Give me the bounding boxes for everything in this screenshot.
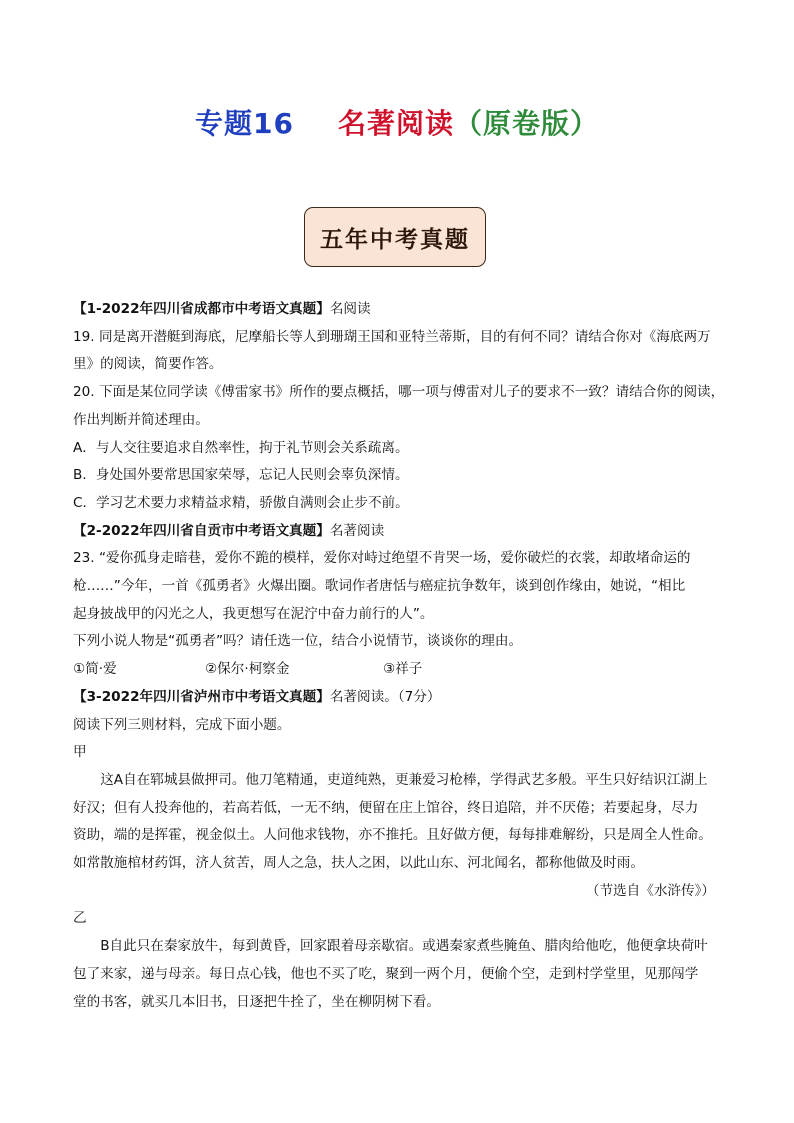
section-heading-1 <box>73 296 725 324</box>
section-heading-1-suffix: 名阅读 <box>329 301 371 317</box>
question-23-line-1: 23. “爱你孤身走暗巷，爱你不跪的模样，爱你对峙过绝望不肯哭一场，爱你破烂的衣裳，却敢堵命运的 <box>73 550 691 567</box>
question-19-line-2: 里》的阅读，简要作答。 <box>73 356 223 373</box>
option-a: A．与人交往要追求自然率性，拘于礼节则会关系疏离。 <box>73 439 409 456</box>
question-20-line-2: 作出判断并简述理由。 <box>73 411 209 428</box>
material-yi-line-3: 堂的书客，就买几本旧书，日逐把牛拴了，坐在柳阴树下看。 <box>73 993 441 1010</box>
option-jane-eyre: ①简·爱 <box>73 661 117 678</box>
novel-character-options <box>73 656 725 684</box>
section-heading-3-source: 【3-2022年四川省泸州市中考语文真题】 <box>73 688 330 705</box>
reading-instruction: 阅读下列三则材料，完成下面小题。 <box>73 716 291 733</box>
title-edition: （原卷版） <box>453 107 599 140</box>
question-content <box>73 296 725 1016</box>
material-yi-line-1: B自此只在秦家放牛，每到黄昏，回家跟着母亲歇宿。或遇秦家煮些腌鱼、腊肉给他吃，他便拿块荷叶 <box>100 938 708 955</box>
option-b: B．身处国外要常思国家荣辱，忘记人民则会辜负深情。 <box>73 467 409 484</box>
material-jia-line-2: 好汉；但有人投奔他的，若高若低，一无不纳，便留在庄上馆谷，终日追陪，并不厌倦；若要起身，尽力 <box>73 799 699 816</box>
material-jia-label: 甲 <box>73 744 87 761</box>
question-23-line-3: 起身披战甲的闪光之人，我更想写在泥泞中奋力前行的人”。 <box>73 605 434 622</box>
material-jia-source: （节选自《水浒传》） <box>585 882 715 899</box>
section-heading-3-suffix: 名著阅读。（7分） <box>329 688 441 705</box>
question-19-line-1: 19. 同是离开潜艇到海底，尼摩船长等人到珊瑚王国和亚特兰蒂斯，目的有何不同？请结合你对《海底两万 <box>73 328 711 345</box>
title-subject: 名著阅读 <box>337 107 454 140</box>
section-heading-2-source: 【2-2022年四川省自贡市中考语文真题】 <box>73 522 330 539</box>
material-jia-line-4: 如常散施棺材药饵，济人贫苦，周人之急，扶人之困，以此山东、河北闻名，都称他做及时雨。 <box>73 855 644 872</box>
question-20-line-1: 20. 下面是某位同学读《傅雷家书》所作的要点概括，哪一项与傅雷对儿子的要求不一致？请结合你的阅读， <box>73 384 725 401</box>
material-jia-line-3: 资助，端的是挥霍，视金似土。人问他求钱物，亦不推托。且好做方便，每每排难解纷，只是周全人性命。 <box>73 827 712 844</box>
option-pavel: ②保尔·柯察金 <box>205 661 290 678</box>
page-title <box>0 102 794 142</box>
material-jia-line-1: 这A自在郓城县做押司。他刀笔精通，吏道纯熟，更兼爱习枪棒，学得武艺多般。平生只好结识江湖上 <box>100 771 708 788</box>
section-badge: 五年中考真题 <box>304 207 486 267</box>
title-topic-number: 专题16 <box>195 107 294 140</box>
question-23-line-4: 下列小说人物是“孤勇者”吗？请任选一位，结合小说情节，谈谈你的理由。 <box>73 633 523 650</box>
section-heading-3 <box>73 684 725 712</box>
section-heading-1-source: 【1-2022年四川省成都市中考语文真题】 <box>73 301 330 317</box>
question-23-line-2: 枪……”今年，一首《孤勇者》火爆出圈。歌词作者唐恬与癌症抗争数年，谈到创作缘由，她说，“相比 <box>73 578 686 595</box>
option-c: C．学习艺术要力求精益求精，骄傲自满则会止步不前。 <box>73 494 409 511</box>
section-heading-2-suffix: 名著阅读 <box>329 522 385 539</box>
material-yi-line-2: 包了来家，递与母亲。每日点心钱，他也不买了吃，聚到一两个月，便偷个空，走到村学堂里，见那闯学 <box>73 965 699 982</box>
material-yi-label: 乙 <box>73 910 87 927</box>
option-xiangzi: ③祥子 <box>383 661 423 678</box>
section-heading-2 <box>73 518 725 546</box>
